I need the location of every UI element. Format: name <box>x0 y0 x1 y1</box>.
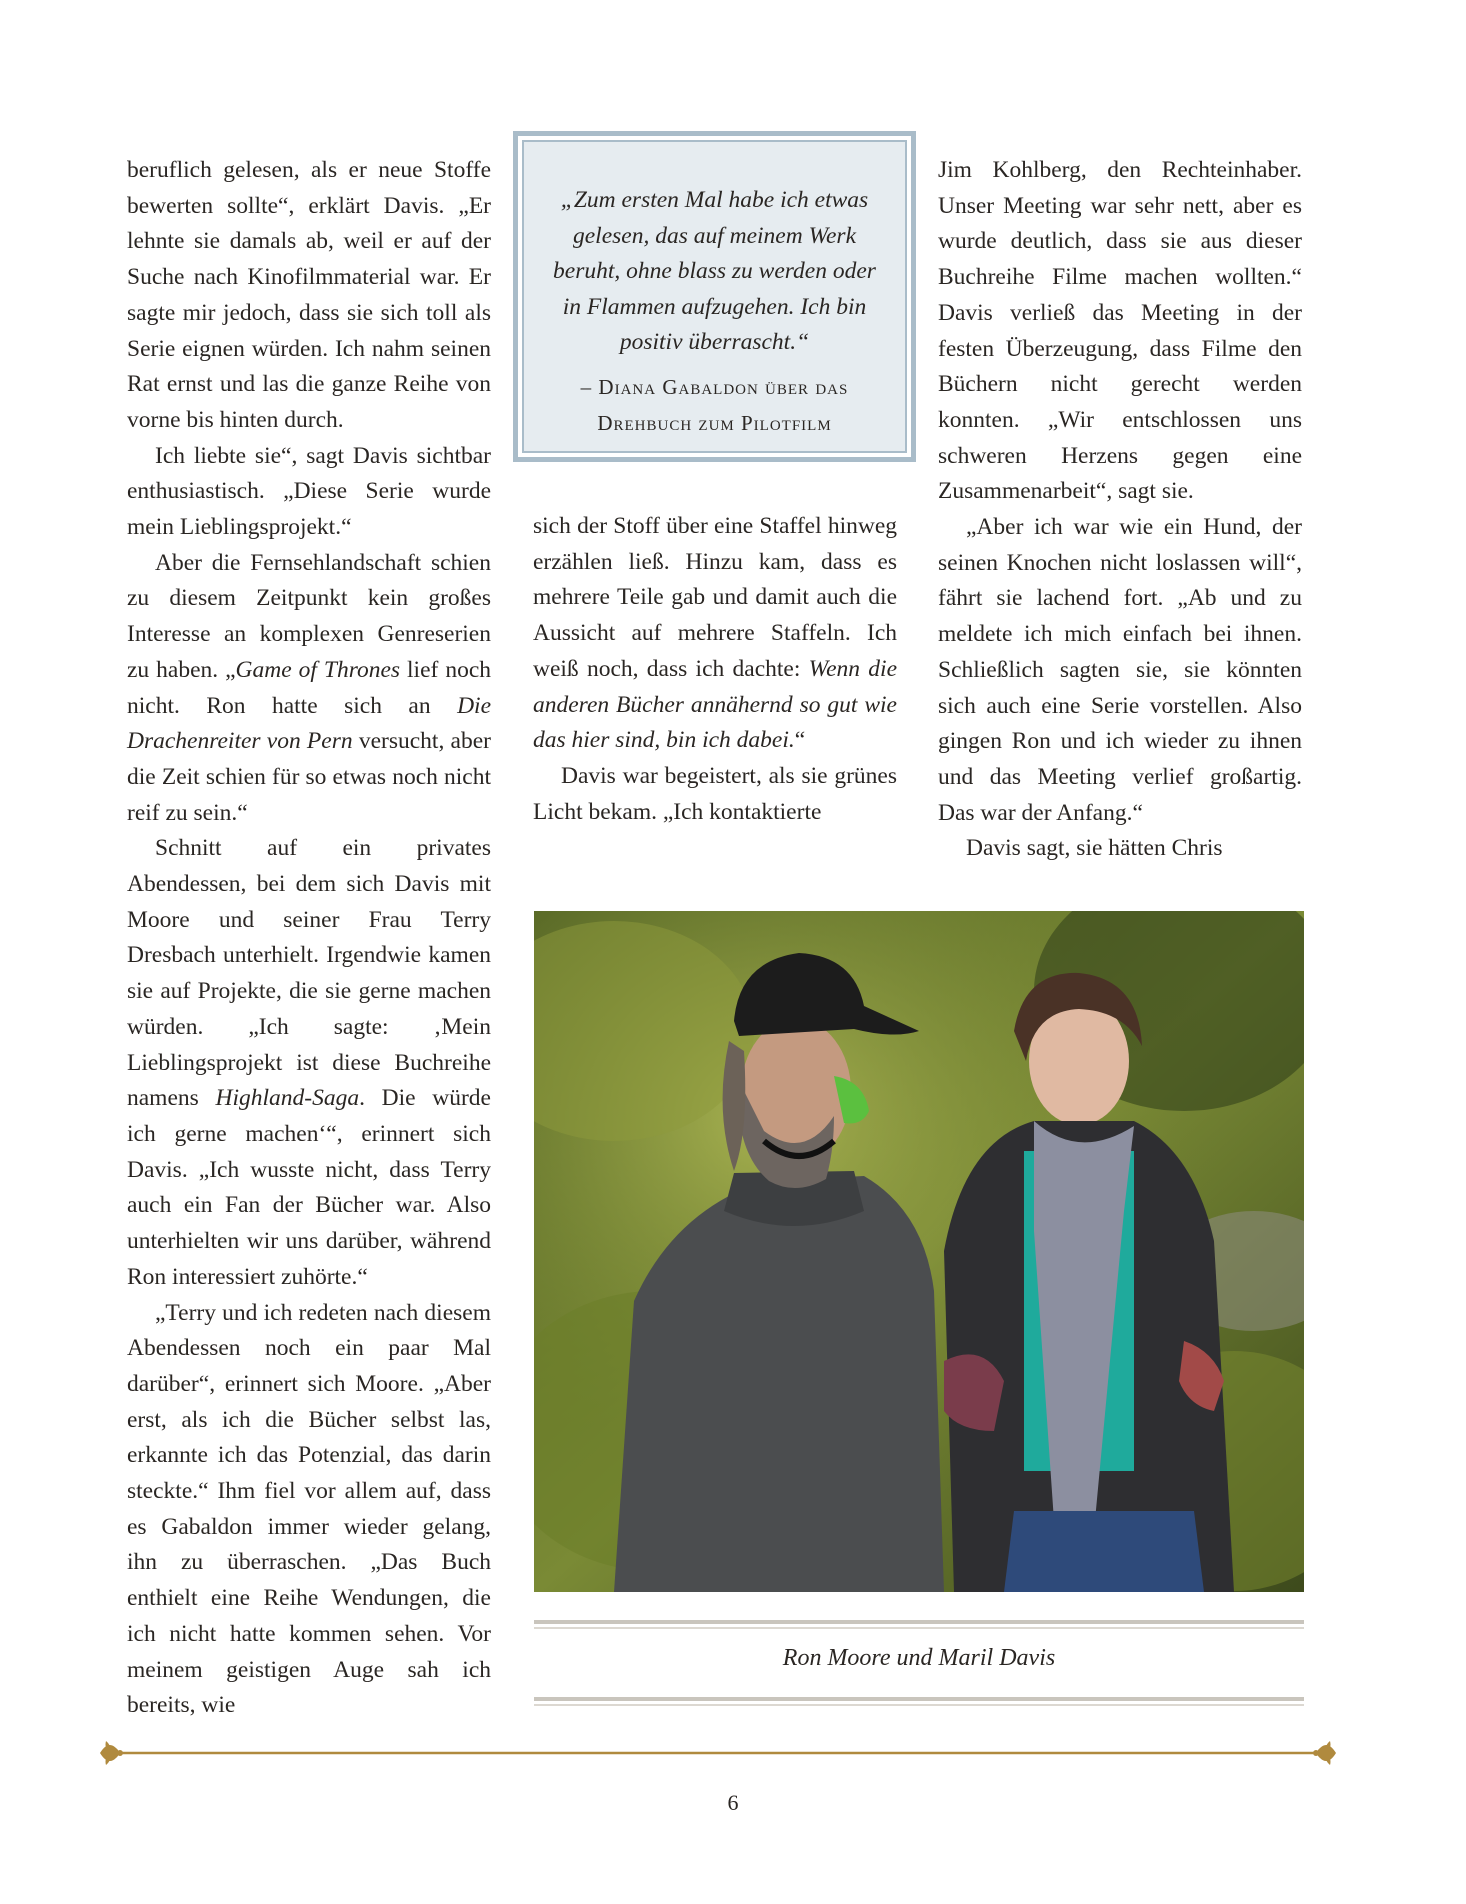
photo-illustration <box>534 911 1304 1592</box>
middle-text-column <box>533 509 897 830</box>
pull-quote-attribution <box>544 369 885 441</box>
pull-quote-text: „Zum ersten Mal habe ich etwas gelesen, das auf meinem Werk beruht, ohne blass zu werden oder in Flammen aufzugehen. Ich bin positiv überrascht.“ <box>553 187 876 355</box>
caption-top-rule <box>534 1620 1304 1629</box>
pull-quote-inner <box>522 140 907 453</box>
decorative-divider <box>98 1736 1338 1770</box>
page-number: 6 <box>727 1790 739 1815</box>
paragraph: Davis war begeistert, als sie grünes Licht bekam. „Ich kontaktierte <box>533 762 897 825</box>
fleuron-right-icon <box>1313 1741 1336 1765</box>
attribution-line: – Diana Gabaldon über das <box>580 374 849 399</box>
photo-caption: Ron Moore und Maril Davis <box>782 1645 1056 1671</box>
left-text-column <box>127 153 491 1724</box>
paragraph: Jim Kohlberg, den Rechteinhaber. Unser Meeting war sehr nett, aber es wurde deutlich, dass sie aus dieser Buchreihe Filme machen wollten.“ Davis verließ das Meeting in der festen Überzeugung, dass Filme den Büchern nicht gerecht werden konnten. „Wir entschlossen uns schweren Herzens gegen eine Zusammenarbeit“, sagt sie. <box>938 157 1302 505</box>
right-text-column <box>938 153 1302 867</box>
paragraph: „Terry und ich redeten nach diesem Abendessen noch ein paar Mal darüber“, erinnert sich Moore. „Aber erst, als ich die Bücher selbst las, erkannte ich das Potenzial, das darin steckte.“ Ihm fiel vor allem auf, dass es Gabaldon immer wieder gelang, ihn zu überraschen. „Das Buch enthielt eine Reihe Wendungen, die ich nicht hatte kommen sehen. Vor meinem geistigen Auge sah ich bereits, wie <box>127 1299 491 1719</box>
paragraph: sich der Stoff über eine Staffel hinweg erzählen ließ. Hinzu kam, dass es mehrere Teile gab und damit auch die Aussicht auf mehrere Staffeln. Ich weiß noch, dass ich dachte: Wenn die anderen Bücher annähernd so gut wie das hier sind, bin ich dabei.“ <box>533 513 898 754</box>
paragraph: „Aber ich war wie ein Hund, der seinen Knochen nicht loslassen will“, fährt sie lachend fort. „Ab und zu meldete ich mich einfach bei ihnen. Schließlich sagten sie, sie könnten sich auch eine Serie vorstellen. Also gingen Ron und ich wieder zu ihnen und das Meeting verlief großartig. Das war der Anfang.“ <box>938 514 1302 826</box>
photo-ron-moore-maril-davis <box>534 911 1304 1592</box>
paragraph: beruflich gelesen, als er neue Stoffe bewerten sollte“, erklärt Davis. „Er lehnte sie damals ab, weil er auf der Suche nach Kinofilmmaterial war. Er sagte mir jedoch, dass sie sich toll als Serie eignen würden. Ich nahm seinen Rat ernst und las die ganze Reihe von vorne bis hinten durch. <box>127 157 491 433</box>
fleuron-left-icon <box>100 1741 123 1765</box>
paragraph: Schnitt auf ein privates Abendessen, bei dem sich Davis mit Moore und seiner Frau Terry Dresbach unterhielt. Irgendwie kamen sie auf Projekte, die sie gerne machen würden. „Ich sagte: ‚Mein Lieblingsprojekt ist diese Buchreihe namens Highland-Saga. Die würde ich gerne machen‘“, erinnert sich Davis. „Ich wusste nicht, dass Terry auch ein Fan der Bücher war. Also unterhielten wir uns darüber, während Ron interessiert zuhörte.“ <box>127 835 491 1290</box>
attribution-line: Drehbuch zum Pilotfilm <box>597 410 832 435</box>
caption-bottom-rule <box>534 1697 1304 1706</box>
paragraph: Aber die Fernsehlandschaft schien zu diesem Zeitpunkt kein großes Interesse an komplexen Genreserien zu haben. „Game of Thrones lief noch nicht. Ron hatte sich an Die Drachenreiter von Pern versucht, aber die Zeit schien für so etwas noch nicht reif zu sein.“ <box>127 549 491 826</box>
paragraph: Ich liebte sie“, sagt Davis sichtbar enthusiastisch. „Diese Serie wurde mein Lieblingsprojekt.“ <box>127 442 491 541</box>
pull-quote-box <box>513 131 916 462</box>
paragraph: Davis sagt, sie hätten Chris <box>966 835 1223 862</box>
